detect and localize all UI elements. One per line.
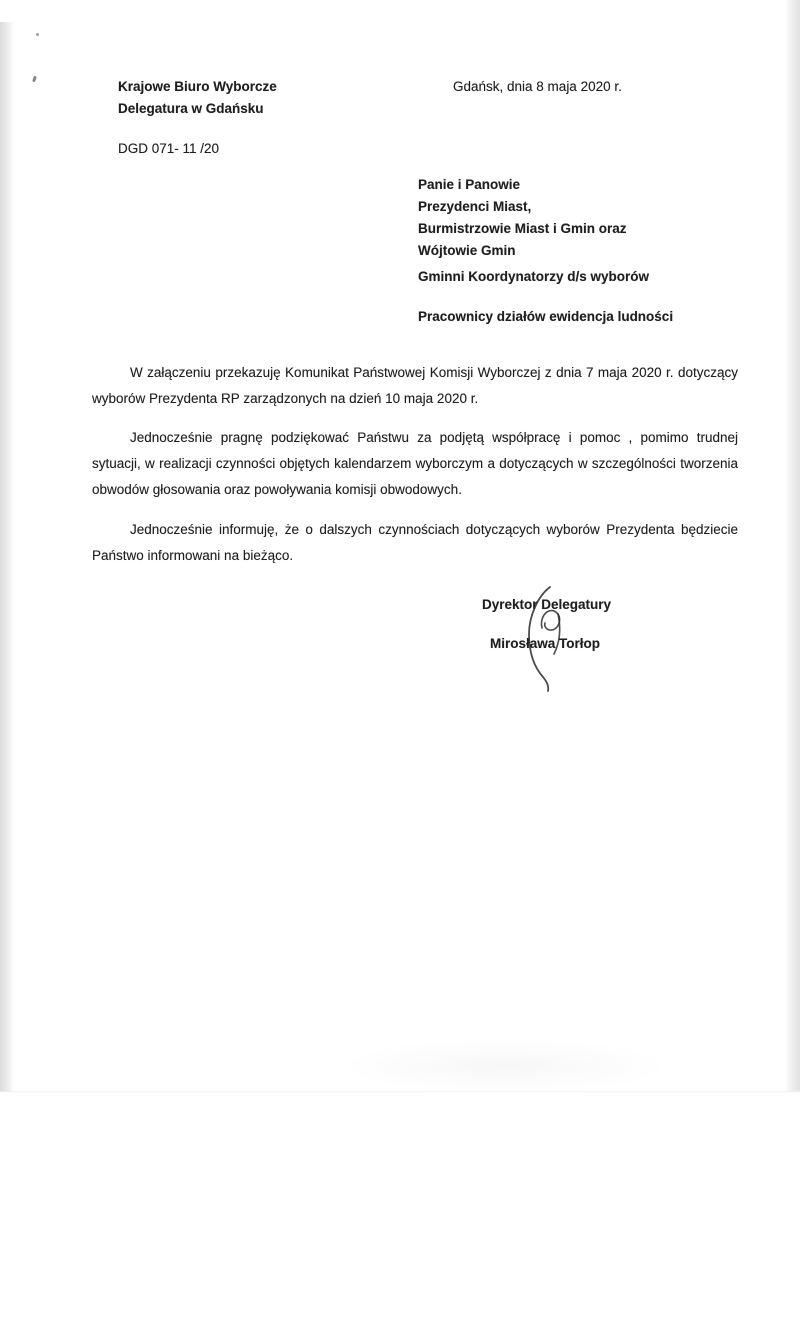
signature-name: Mirosława Torłop: [490, 636, 601, 651]
scan-speck-2: [32, 76, 37, 83]
signature-title: Dyrektor Delegatury: [482, 597, 612, 612]
place-date: Gdańsk, dnia 8 maja 2020 r.: [453, 79, 622, 94]
sender-branch: Delegatura w Gdańsku: [118, 101, 264, 116]
addressees-block: [418, 174, 627, 262]
reference-number: DGD 071- 11 /20: [118, 141, 220, 156]
addressee-line-1: Panie i Panowie: [418, 177, 521, 192]
staff-line: Pracownicy działów ewidencja ludności: [418, 309, 674, 324]
sender-block: [118, 76, 277, 120]
sender-organization: Krajowe Biuro Wyborcze: [118, 79, 277, 94]
scan-edge-left-shadow: [0, 22, 14, 1092]
addressee-line-3: Burmistrzowie Miast i Gmin oraz: [418, 221, 627, 236]
addressee-line-4: Wójtowie Gmin: [418, 243, 516, 258]
paragraph-3: Jednocześnie informuję, że o dalszych czynnościach dotyczących wyborów Prezydenta będziecie Państwo informowani na bieżąco.: [92, 522, 738, 563]
addressee-line-2: Prezydenci Miast,: [418, 199, 532, 214]
scan-speck-1: [36, 33, 39, 36]
scan-edge-right-shadow: [785, 0, 800, 1092]
paragraph-1: W załączeniu przekazuję Komunikat Państwowej Komisji Wyborczej z dnia 7 maja 2020 r. dotyczący wyborów Prezydenta RP zarządzonych na dzień 10 maja 2020 r.: [92, 365, 738, 406]
scan-smudge: [340, 1038, 670, 1094]
coordinators-line: Gminni Koordynatorzy d/s wyborów: [418, 269, 650, 284]
handwritten-signature: [520, 584, 582, 692]
paragraph-2: Jednocześnie pragnę podziękować Państwu za podjętą współpracę i pomoc , pomimo trudnej sytuacji, w realizacji czynności objętych kalendarzem wyborczym a dotyczących w szczególności tworzenia obwodów głosowania oraz powoływania komisji obwodowych.: [92, 430, 738, 497]
